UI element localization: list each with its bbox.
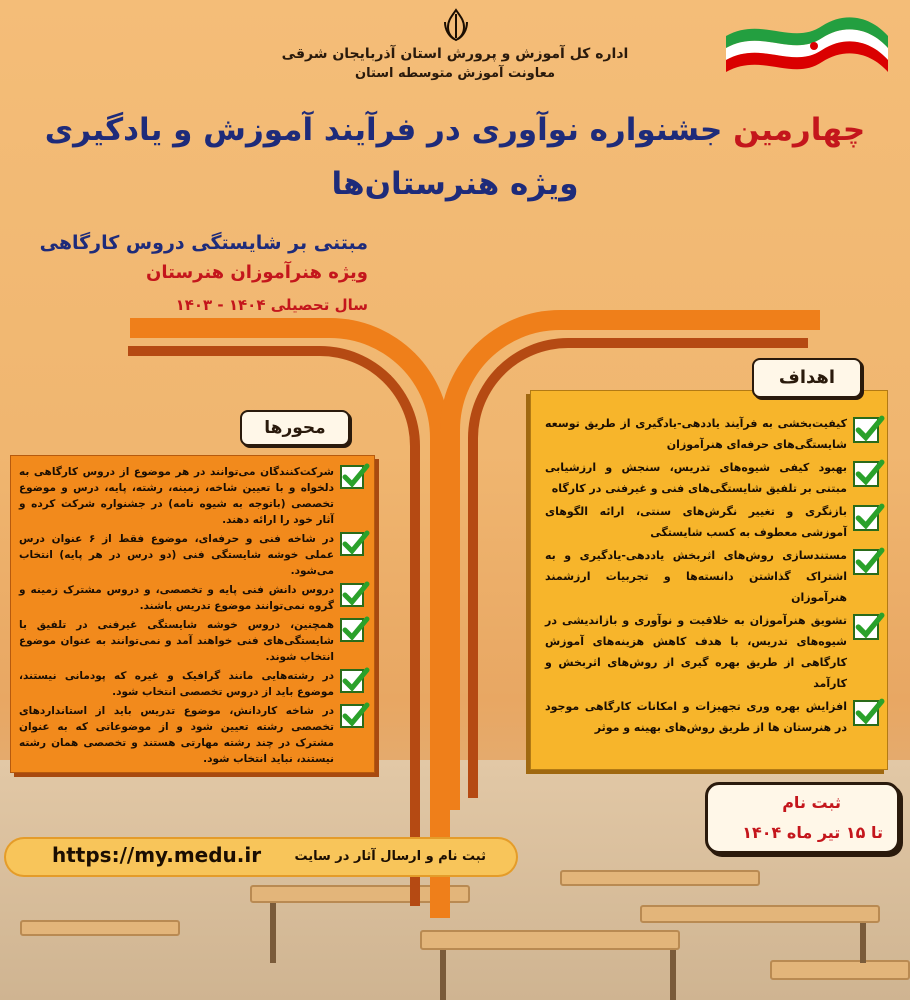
iran-emblem-icon	[442, 8, 470, 42]
axis-item-text: در رشته‌هایی مانند گرافیک و غیره که پودمانی نیستند، موضوع باید از دروس تخصصی انتخاب شود.	[19, 670, 334, 698]
checkmark-icon	[853, 505, 879, 531]
checkmark-icon	[853, 417, 879, 443]
desk-decoration	[770, 960, 910, 980]
desk-decoration	[20, 920, 180, 936]
goal-item-text: بازنگری و تغییر نگرش‌های سنتی، ارائه الگوهای آموزشی معطوف به کسب شایستگی	[545, 505, 847, 539]
axis-item-text: در شاخه فنی و حرفه‌ای، موضوع فقط از ۶ عنوان درس عملی خوشه شایستگی فنی (دو درس در هر پایه) انتخاب می‌شود.	[19, 533, 334, 577]
list-item	[545, 457, 879, 499]
checkmark-icon	[340, 704, 364, 728]
desk-decoration	[640, 905, 880, 923]
list-item	[545, 610, 879, 694]
desk-decoration	[560, 870, 760, 886]
registration-url-bar	[4, 837, 518, 877]
academic-year: سال تحصیلی ۱۴۰۴ - ۱۴۰۳	[175, 296, 368, 314]
goal-item-text: بهبود کیفی شیوه‌های تدریس، سنجش و ارزشیابی مبتنی بر تلفیق شایستگی‌های فنی و غیرفنی در کارگاه	[545, 461, 847, 495]
list-item	[545, 413, 879, 455]
desk-leg	[440, 950, 446, 1000]
axis-item-text: دروس دانش فنی پایه و تخصصی، و دروس مشترک زمینه و گروه نمی‌توانند موضوع تدریس باشند.	[19, 584, 334, 612]
checkmark-icon	[340, 583, 364, 607]
iran-flag-ribbon-icon	[722, 8, 892, 80]
checkmark-icon	[853, 549, 879, 575]
subtitle-basis: مبتنی بر شایستگی دروس کارگاهی	[39, 232, 368, 254]
desk-decoration	[420, 930, 680, 950]
goals-panel	[530, 390, 888, 770]
list-item	[19, 464, 364, 528]
goal-item-text: تشویق هنرآموزان به خلاقیت و نوآوری و بازاندیشی در شیوه‌های تدریس، با هدف کاهش هزینه‌های آموزش کارگاهی از طریق بهره گیری از روش‌های اثربخش و کارآمد	[545, 614, 847, 690]
festival-title	[0, 112, 910, 148]
list-item	[545, 696, 879, 738]
festival-title-line2: ویژه هنرستان‌ها	[331, 166, 579, 202]
axis-item-text: همچنین، دروس خوشه شایستگی غیرفنی در تلفیق با شایستگی‌های فنی خواهند آمد و نمی‌توانند به عنوان موضوع انتخاب شوند.	[19, 619, 334, 663]
goal-item-text: کیفیت‌بخشی به فرآیند یاددهی-یادگیری از طریق توسعه شایستگی‌های حرفه‌ای هنرآموزان	[545, 417, 847, 451]
checkmark-icon	[340, 465, 364, 489]
title-main: جشنواره نوآوری در فرآیند آموزش و یادگیری	[44, 112, 734, 148]
checkmark-icon	[340, 532, 364, 556]
checkmark-icon	[853, 700, 879, 726]
list-item	[19, 582, 364, 614]
goals-heading: اهداف	[752, 358, 862, 398]
organization-name: اداره کل آموزش و پرورش استان آذربایجان شرقی	[281, 46, 629, 62]
checkmark-icon	[340, 669, 364, 693]
organization-department: معاونت آموزش متوسطه استان	[354, 66, 555, 81]
list-item	[19, 531, 364, 579]
list-item	[19, 617, 364, 665]
goal-item-text: مستندسازی روش‌های اثربخش یاددهی-یادگیری و به اشتراک گذاشتن دانسته‌ها و تجربیات ارزشمند هنرآموزان	[545, 549, 847, 604]
axis-item-text: در شاخه کاردانش، موضوع تدریس باید از استانداردهای تخصصی رشته تعیین شود و از موضوعاتی که به عنوان مشترک در چند رشته مهارتی هستند و تخصصی همان رشته نیستند، نباید انتخاب شود.	[19, 705, 334, 765]
registration-deadline: تا ۱۵ تیر ماه ۱۴۰۴	[742, 823, 883, 842]
subtitle-audience: ویژه هنرآموزان هنرستان	[145, 262, 368, 283]
goal-item-text: افزایش بهره وری تجهیزات و امکانات کارگاهی موجود در هنرستان ها از طریق روش‌های بهینه و موثر	[545, 700, 847, 734]
list-item	[19, 703, 364, 767]
submit-label: ثبت نام و ارسال آثار در سایت	[294, 849, 486, 864]
registration-title: ثبت نام	[782, 793, 841, 812]
desk-leg	[860, 923, 866, 963]
axes-panel	[10, 455, 375, 773]
desk-leg	[670, 950, 676, 1000]
title-ordinal: چهارمین	[733, 112, 866, 148]
axis-item-text: شرکت‌کنندگان می‌توانند در هر موضوع از دروس کارگاهی به دلخواه و با تعیین شاخه، زمینه، رشته، پایه، درس و موضوع تخصصی (باتوجه به شیوه نامه) در جشنواره شرکت کرده و آثار خود را ارائه دهند.	[19, 466, 334, 526]
checkmark-icon	[853, 614, 879, 640]
list-item	[545, 501, 879, 543]
list-item	[19, 668, 364, 700]
registration-deadline-box	[705, 782, 900, 854]
checkmark-icon	[853, 461, 879, 487]
list-item	[545, 545, 879, 608]
checkmark-icon	[340, 618, 364, 642]
axes-heading: محورها	[240, 410, 350, 446]
registration-link[interactable]: https://my.medu.ir	[52, 843, 262, 867]
